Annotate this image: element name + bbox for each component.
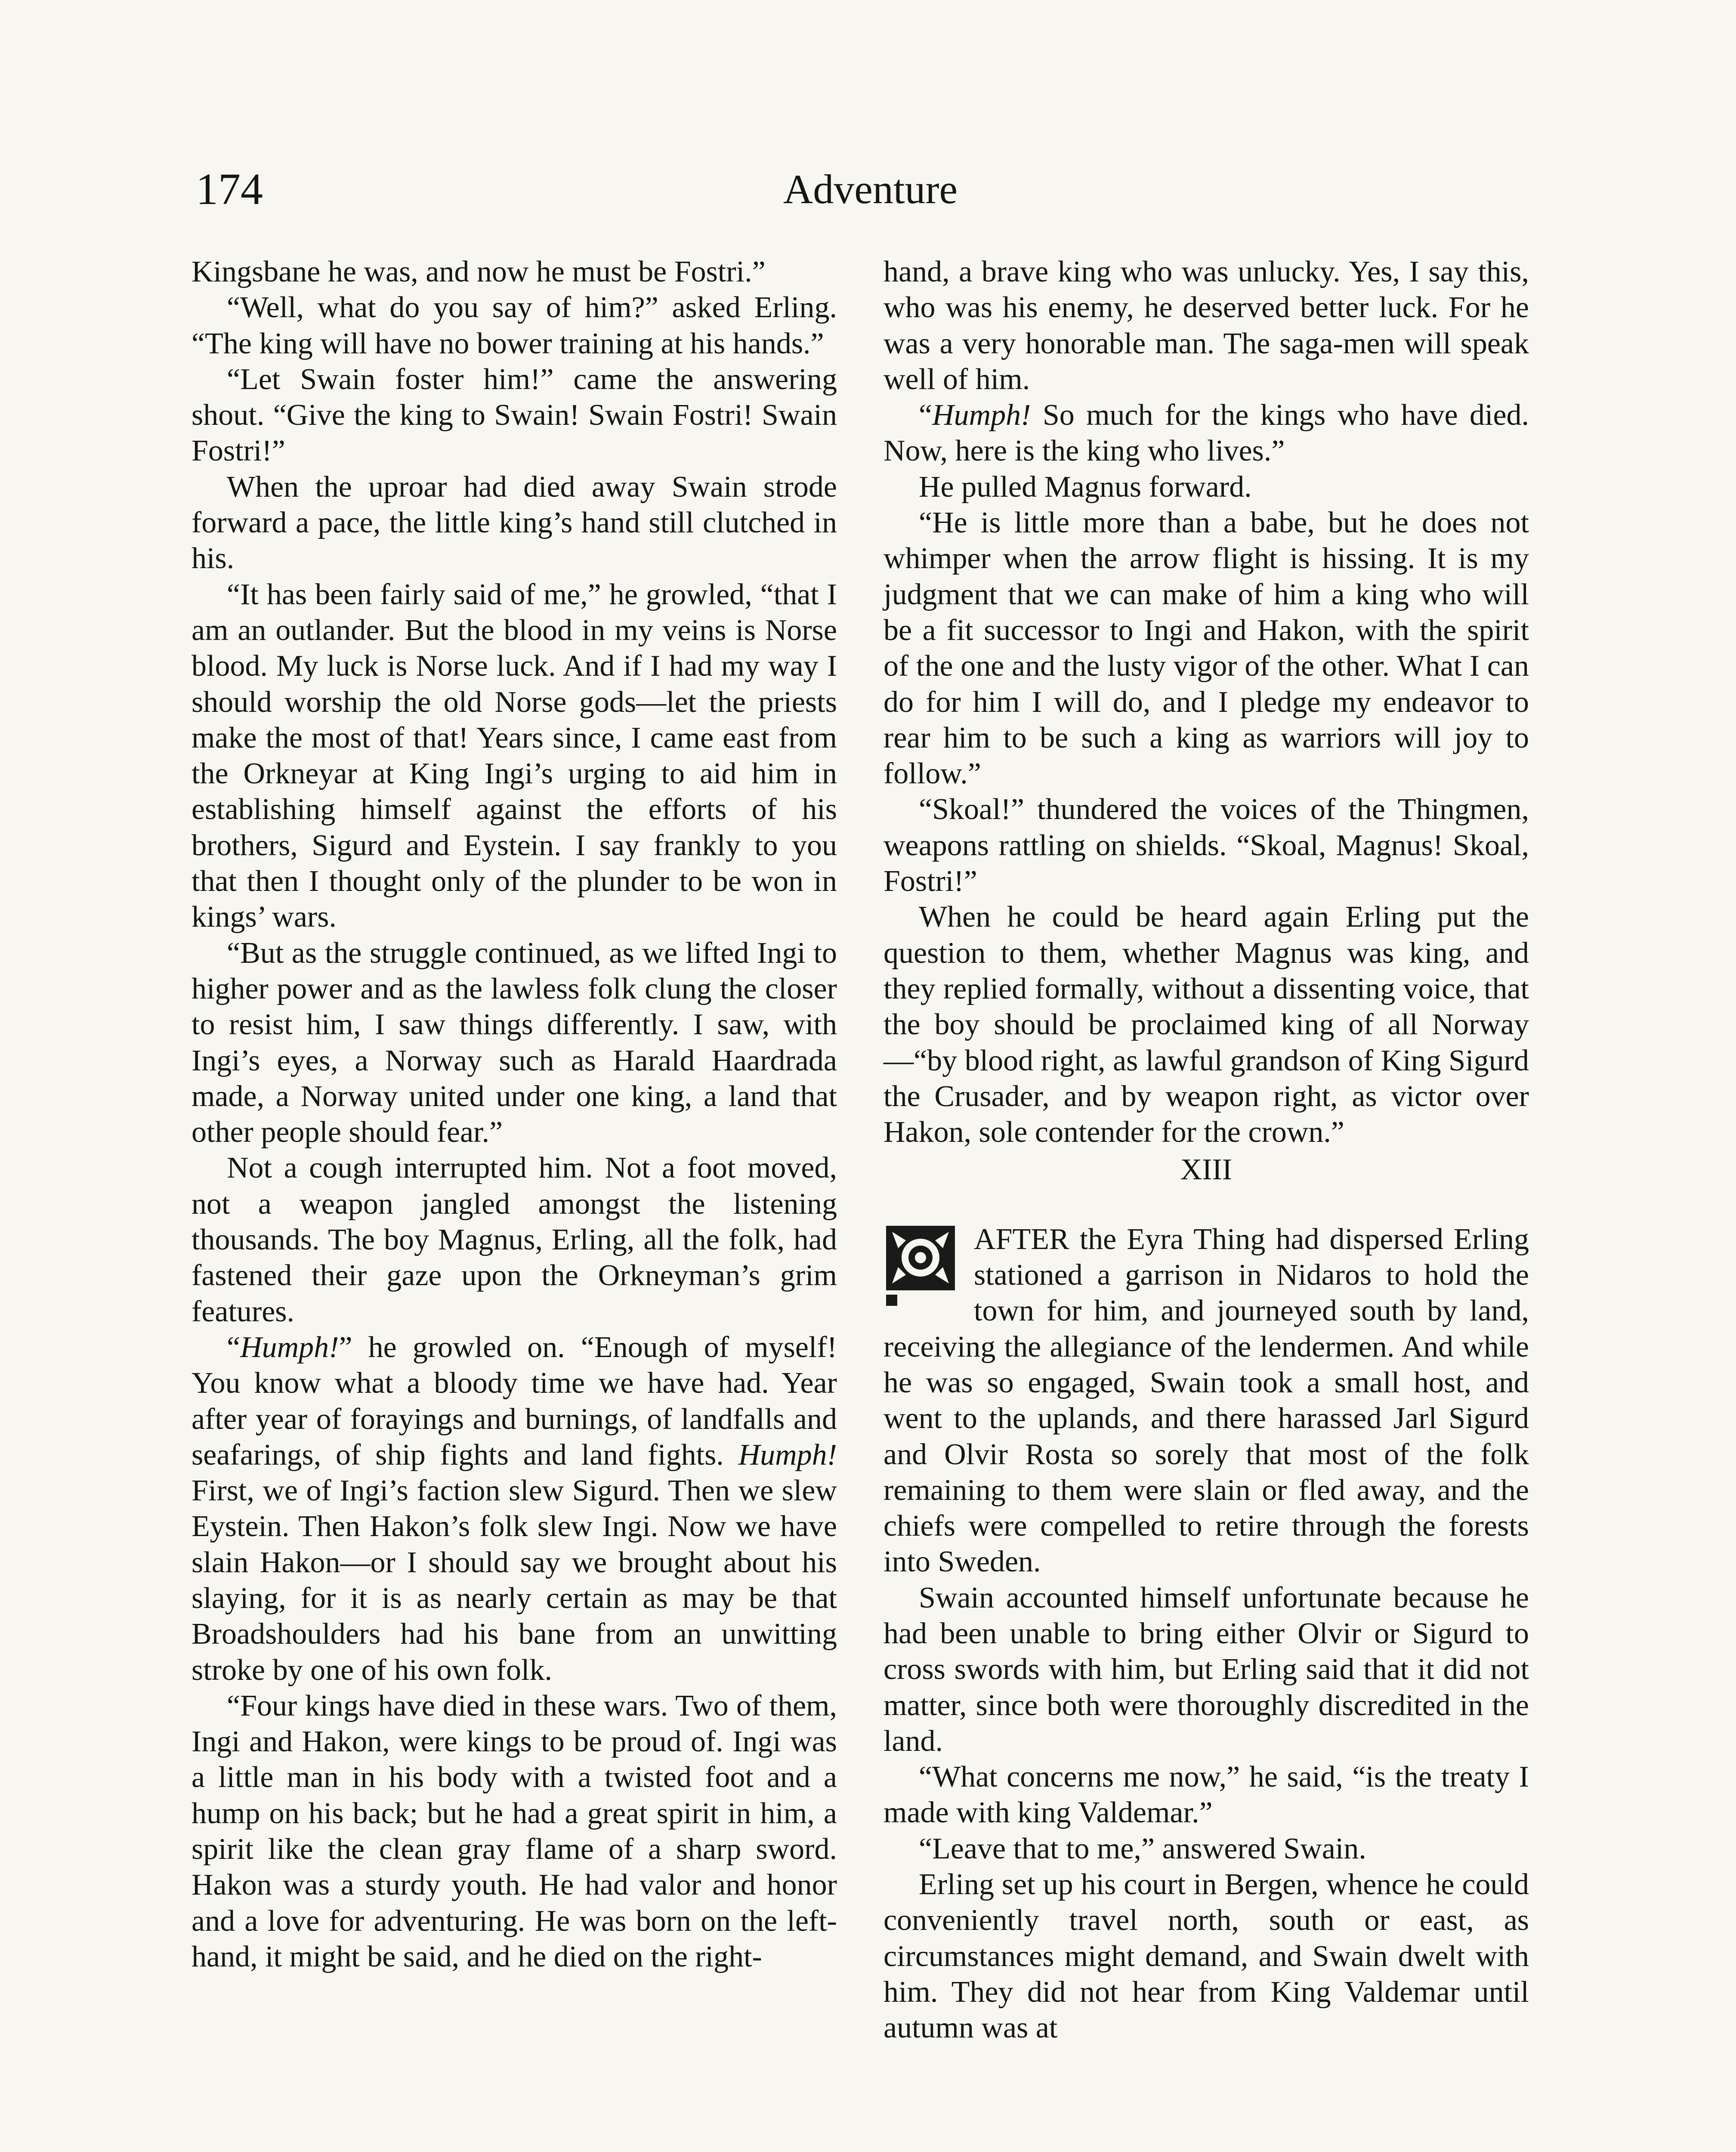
interjection: Humph! [932, 399, 1031, 432]
paragraph: “Four kings have died in these wars. Two of them, Ingi and Hakon, were kings to be proud of. Ingi was a little man in his body with a twisted foot and a hump on his back; but he had a great spirit in him, a spirit like the clean gray flame of a sharp sword. Hakon was a sturdy youth. He had valor and honor and a love for adventuring. He was born on the left-hand, it might be said, and he died on the right- [192, 1689, 837, 1973]
running-title: Adventure [783, 166, 958, 212]
left-column [192, 254, 837, 1975]
paragraph [883, 397, 1529, 469]
page-number: 174 [196, 164, 263, 214]
paragraph [192, 1330, 837, 1688]
text-run: he growled on. “Enough of [352, 1330, 745, 1364]
interjection: Humph! [738, 1438, 837, 1472]
paragraph [883, 1221, 1529, 1580]
paragraph: He pulled Magnus forward. [919, 470, 1252, 504]
paragraph: “Let Swain foster him!” came the answering shout. “Give the king to Swain! Swain Fostri! Swain Fostri!” [192, 362, 837, 468]
paragraph: Erling set up his court in Bergen, whence he could conveniently travel north, south or east, as circumstances might demand, and Swain dwelt with him. They did not hear from King Valdemar until autumn was at [883, 1868, 1529, 2045]
chapter-heading: XIII [1180, 1153, 1232, 1187]
quote-mark: “ [919, 399, 933, 432]
text-run: So much for the kings who have died. Now, here is the king who lives.” [883, 399, 1529, 468]
paragraph: hand, a brave king who was unlucky. Yes, I say this, who was his enemy, he deserved better luck. For he was a very honorable man. The saga-men will speak well of him. [883, 255, 1529, 396]
page-header [196, 159, 1545, 220]
text-run: First, we of Ingi’s faction slew Sigurd. Then we slew Eystein. Then Hakon’s folk slew Ingi. Now we have slain Hakon—or I should say we brought about his slaying, for it is as nearly certain as may be that Broadshoulders had his bane from an unwitting stroke by one of his own folk. [192, 1474, 837, 1687]
paragraph: Kingsbane he was, and now he must be Fostri.” [192, 255, 766, 288]
paragraph: “It has been fairly said of me,” he growled, “that I am an outlander. But the blood in my veins is Norse blood. My luck is Norse luck. And if I had my way I should worship the old Norse gods—let the priests make the most of that! Years since, I came east from the Orkneyar at King Ingi’s urging to aid him in establishing himself against the efforts of his brothers, Sigurd and Eystein. I say frankly to you that then I thought only of the plunder to be won in kings’ wars. [192, 578, 837, 934]
paragraph: “Well, what do you say of him?” asked Erling. “The king will have no bower training at his hands.” [192, 291, 837, 360]
paragraph: “He is little more than a babe, but he does not whimper when the arrow flight is hissing. It is my judgment that we can make of him a king who will be a fit successor to Ingi and Hakon, with the spirit of the one and the lusty vigor of the other. What I can do for him I will do, and I pledge my endeavor to rear him to be such a king as warriors will joy to follow.” [883, 506, 1529, 791]
interjection: Humph! [240, 1330, 339, 1364]
paragraph: Not a cough interrupted him. Not a foot moved, not a weapon jangled amongst the listening thousands. The boy Magnus, Erling, all the folk, had fastened their gaze upon the Orkneyman’s grim features. [192, 1151, 837, 1328]
text-run [1031, 399, 1043, 432]
text-run: AFTER the Eyra Thing had dispersed Erling stationed a garrison in Nidaros to hold the town for him, and journeyed south by land, receiving the allegiance of the lendermen. And while he was so engaged, Swain took a small host, and went to the uplands, and there harassed Jarl Sigurd and Olvir Rosta so sorely that most of the folk remaining to them were slain or fled away, and the chiefs were compelled to retire through the forests into Sweden. [883, 1222, 1529, 1579]
paragraph: When he could be heard again Erling put the question to them, whether Magnus was king, and they replied formally, without a dissenting voice, that the boy should be proclaimed king of all Norway—“by blood right, as lawful grandson of King Sigurd the Crusader, and by weapon right, as victor over Hakon, sole contender for the crown.” [883, 900, 1529, 1149]
text-run: myself! You know what a bloody time we have had. Year after year of forayings and burnings, of landfalls and seafarings, of ship fights and land fights. [192, 1330, 837, 1472]
paragraph: “What concerns me now,” he said, “is the treaty I made with king Valdemar.” [883, 1760, 1529, 1830]
right-column [883, 254, 1529, 2046]
quote-mark: “ [227, 1330, 241, 1364]
paragraph: Swain accounted himself unfortunate because he had been unable to bring either Olvir or Sigurd to cross swords with him, but Erling said that it did not matter, since both were thoroughly discredited in the land. [883, 1581, 1529, 1758]
paragraph: “Leave that to me,” answered Swain. [919, 1832, 1366, 1865]
paragraph: “But as the struggle continued, as we lifted Ingi to higher power and as the lawless folk clung the closer to resist him, I saw things differently. I saw, with Ingi’s eyes, a Norway such as Harald Haardrada made, a Norway united under one king, a land that other people should fear.” [192, 936, 837, 1149]
paragraph: “Skoal!” thundered the voices of the Thingmen, weapons rattling on shields. “Skoal, Magnus! Skoal, Fostri!” [883, 793, 1529, 898]
quote-mark: ” [339, 1330, 352, 1364]
paragraph: When the uproar had died away Swain strode forward a pace, the little king’s hand still clutched in his. [192, 470, 837, 575]
ornamental-initial-icon [883, 1223, 958, 1307]
